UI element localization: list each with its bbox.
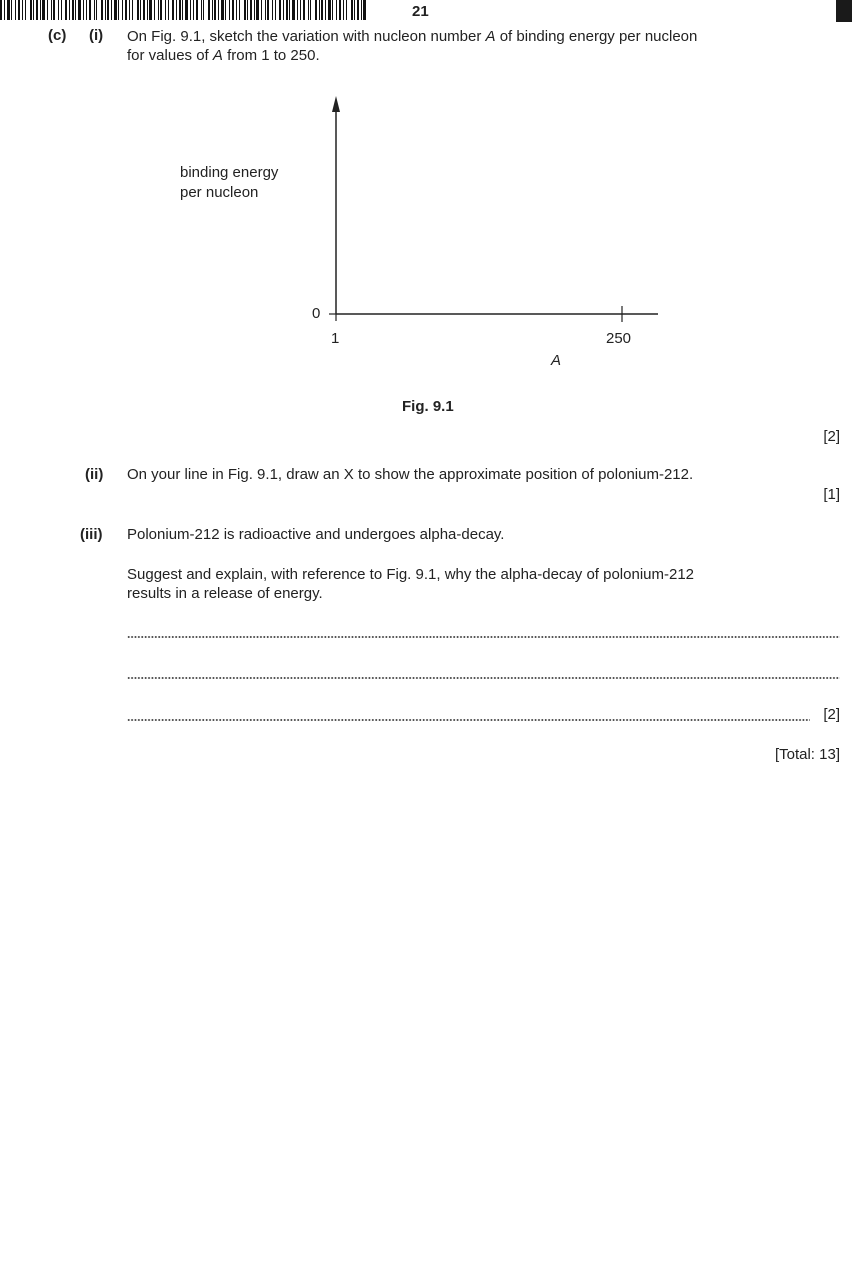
part-i-label: (i) (89, 27, 104, 44)
part-iii-label: (iii) (80, 526, 103, 543)
answer-line-3[interactable] (127, 719, 810, 721)
part-iii-marks: [2] (823, 706, 840, 723)
part-iii-text-2 (127, 565, 842, 603)
part-ii-label: (ii) (85, 466, 104, 483)
y-axis-label-line-2: per nucleon (180, 184, 259, 201)
part-i-marks: [2] (823, 428, 840, 445)
part-ii-marks: [1] (823, 486, 840, 503)
total-marks: [Total: 13] (774, 746, 840, 763)
part-iii-text-2-line-1: Suggest and explain, with reference to Fig. 9.1, why the alpha-decay of polonium-212 (127, 566, 695, 583)
figure-caption: Fig. 9.1 (402, 398, 454, 415)
figure-9-1-axes (0, 0, 852, 420)
part-ii-text: On your line in Fig. 9.1, draw an X to show the approximate position of polonium-212. (127, 466, 694, 483)
answer-line-1[interactable] (127, 636, 840, 638)
answer-line-2[interactable] (127, 677, 840, 679)
page-number: 21 (412, 3, 429, 20)
part-c-label: (c) (48, 27, 67, 44)
part-i-line-1: On Fig. 9.1, sketch the variation with nucleon number A of binding energy per nucleon (127, 28, 698, 45)
part-iii-text-1: Polonium-212 is radioactive and undergoes alpha-decay. (127, 526, 505, 543)
part-iii-text-2-line-2: results in a release of energy. (127, 585, 323, 602)
x-tick-max-label: 250 (606, 330, 632, 347)
y-zero-label: 0 (312, 305, 321, 322)
part-i-line-2: for values of A from 1 to 250. (127, 47, 320, 64)
x-axis-label: A (551, 352, 562, 369)
y-axis-arrow (332, 96, 340, 112)
y-axis-label-line-1: binding energy (180, 164, 279, 181)
x-tick-min-label: 1 (331, 330, 340, 347)
